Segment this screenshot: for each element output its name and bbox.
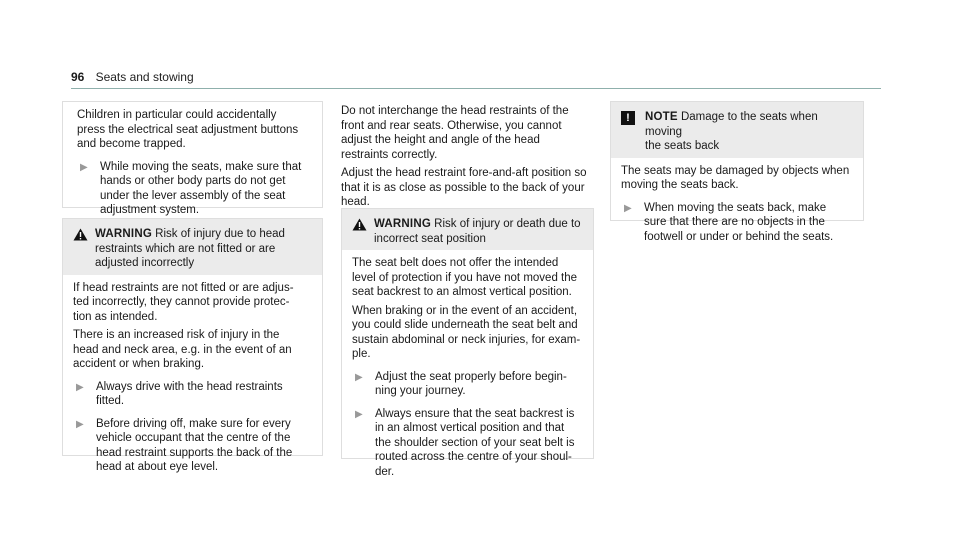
- warning-label: WARNING: [95, 228, 152, 240]
- warning-paragraph: There is an increased risk of injury in the head and neck area, e.g. in the event of an accident or when braking.: [73, 329, 292, 370]
- bullet-arrow-icon: ▶: [355, 371, 363, 383]
- seat-damage-note: [610, 101, 864, 243]
- list-item: [73, 417, 312, 475]
- head-restraint-warning: [62, 218, 323, 473]
- bullet-text: Always ensure that the seat backrest is in an almost vertical position and that the shoulder section of your seat belt is routed across the centre of your shoul- der.: [375, 407, 575, 478]
- bullet-arrow-icon: ▶: [355, 408, 363, 420]
- note-title: Damage to the seats when moving the seats back: [645, 111, 818, 152]
- bullet-arrow-icon: ▶: [624, 202, 632, 214]
- note-label: NOTE: [645, 111, 678, 123]
- bullet-text: Always drive with the head restraints fitted.: [96, 380, 283, 407]
- bullet-text: Before driving off, make sure for every vehicle occupant that the centre of the head restraint supports the back of the head at about eye level.: [96, 417, 293, 473]
- exclamation-icon: !: [621, 111, 635, 125]
- warning-title: Risk of injury due to head restraints which are not fitted or are adjusted incorrectly: [95, 228, 285, 269]
- warning-paragraph: When braking or in the event of an accident, you could slide underneath the seat belt and sustain abdominal or neck injuries, for exam- ple.: [352, 304, 581, 360]
- warning-triangle-icon: [73, 227, 95, 271]
- list-item: [352, 370, 583, 399]
- bullet-arrow-icon: ▶: [76, 418, 84, 430]
- list-item: [621, 201, 853, 245]
- body-paragraph: Adjust the head restraint fore-and-aft position so that it is as close as possible to the back of your head.: [341, 167, 587, 208]
- bullet-arrow-icon: ▶: [80, 161, 88, 173]
- head-restraint-text: [341, 104, 603, 210]
- warning-header: [63, 219, 322, 275]
- body-paragraph: Do not interchange the head restraints of the front and rear seats. Otherwise, you cannot adjust the height and angle of the head restraints correctly.: [341, 105, 569, 161]
- warning-title: Risk of injury or death due to incorrect seat position: [374, 218, 581, 245]
- note-header: [611, 102, 863, 158]
- bullet-text: When moving the seats back, make sure that there are no objects in the footwell or under or behind the seats.: [644, 201, 834, 243]
- note-paragraph: The seats may be damaged by objects when moving the seats back.: [621, 164, 850, 191]
- bullet-text: While moving the seats, make sure that hands or other body parts do not get under the lever assembly of the seat adjustment system.: [100, 160, 302, 216]
- page-header: [71, 70, 881, 88]
- section-title: Seats and stowing: [95, 70, 194, 84]
- list-item: [77, 160, 312, 218]
- warning-triangle-icon: [352, 217, 374, 246]
- warning-paragraph: If head restraints are not fitted or are adjus- ted incorrectly, they cannot provide protec- tion as intended.: [73, 281, 294, 323]
- list-item: [352, 407, 583, 480]
- warning-paragraph: The seat belt does not offer the intended level of protection if you have not moved the seat backrest to an almost vertical position.: [352, 257, 578, 298]
- list-item: [73, 380, 312, 409]
- bullet-arrow-icon: ▶: [76, 381, 84, 393]
- children-safety-box: [62, 101, 323, 216]
- page-number: 96: [71, 70, 85, 84]
- seat-position-warning: [341, 208, 594, 478]
- children-intro-text: Children in particular could accidentally press the electrical seat adjustment buttons and become trapped.: [77, 109, 299, 150]
- bullet-text: Adjust the seat properly before begin- ning your journey.: [375, 370, 567, 397]
- header-divider: [71, 88, 881, 89]
- warning-label: WARNING: [374, 218, 431, 230]
- warning-header: [342, 209, 593, 250]
